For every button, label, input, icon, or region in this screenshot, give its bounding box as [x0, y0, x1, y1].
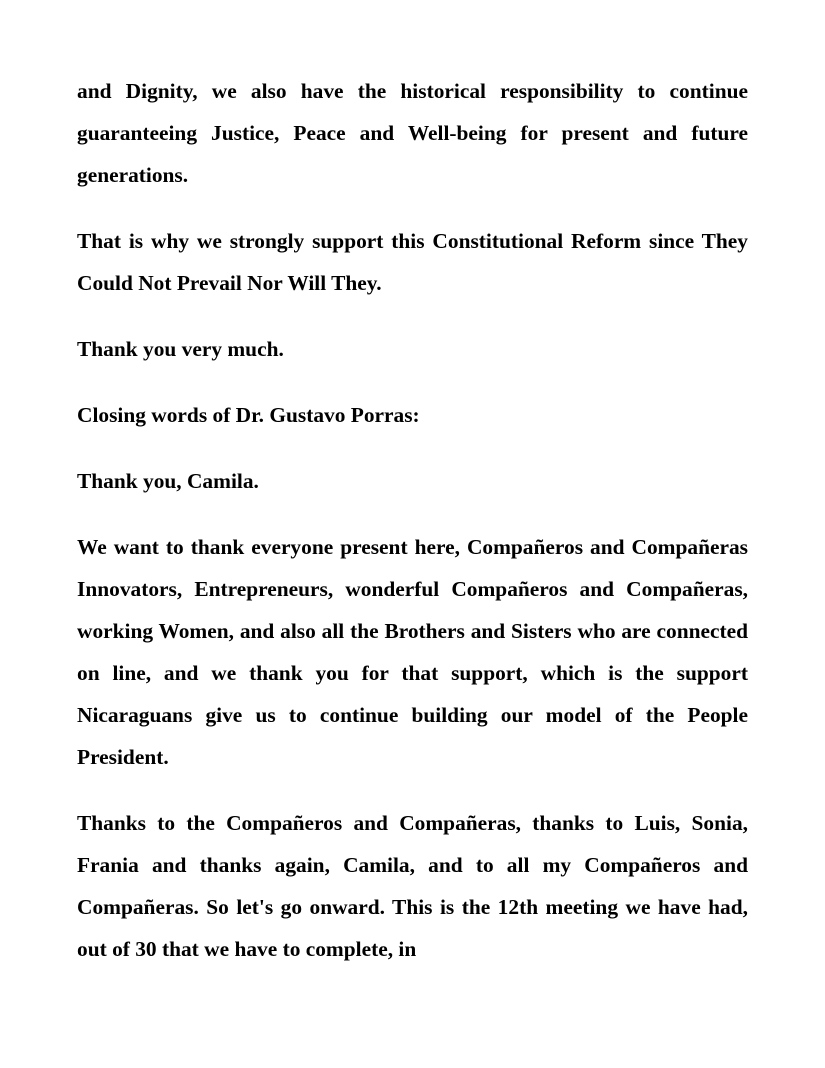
paragraph-thank-everyone: We want to thank everyone present here, Compañeros and Compañeras Innovators, Entrepreneurs, wonderful Compañeros and Compañeras, working Women, and also all the Brothers and Sisters who are connected on line, and we thank you for that support, which is the support Nicaraguans give us to continue building our model of the People President.: [77, 535, 748, 769]
paragraph-responsibility: and Dignity, we also have the historical responsibility to continue guaranteeing Justice, Peace and Well-being for present and future generations.: [77, 79, 748, 187]
paragraph-closing-heading: Closing words of Dr. Gustavo Porras:: [77, 403, 420, 427]
paragraph-thanks: Thank you very much.: [77, 337, 284, 361]
paragraph-support-reform: That is why we strongly support this Constitutional Reform since They Could Not Prevail Nor Will They.: [77, 229, 748, 295]
paragraph-thanks-companeros: Thanks to the Compañeros and Compañeras, thanks to Luis, Sonia, Frania and thanks again, Camila, and to all my Compañeros and Compañeras. So let's go onward. This is the 12th meeting we have had, out of 30 that we have to complete, in: [77, 811, 748, 961]
paragraph-thank-camila: Thank you, Camila.: [77, 469, 259, 493]
document-page: [77, 70, 748, 994]
